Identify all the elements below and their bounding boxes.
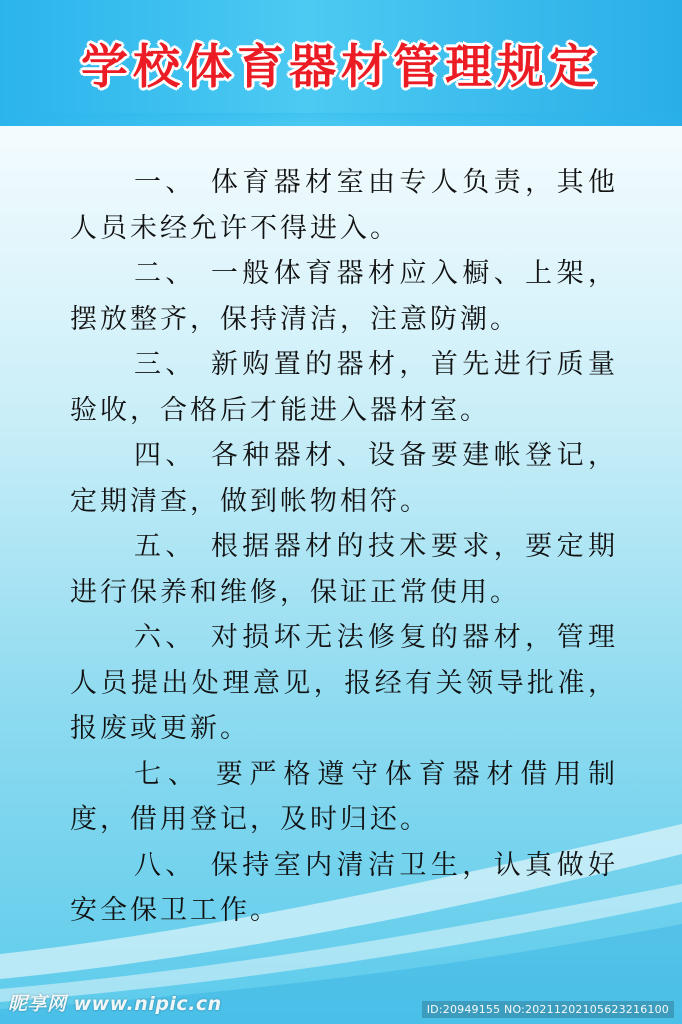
rule-number: 一、 <box>134 167 197 198</box>
rule-item <box>70 843 618 934</box>
rule-text: 保持室内清洁卫生，认真做好安全保卫工作。 <box>70 849 619 926</box>
rule-text: 要严格遵守体育器材借用制度，借用登记，及时归还。 <box>70 758 619 835</box>
rule-number: 二、 <box>134 258 197 289</box>
rule-number: 六、 <box>134 622 197 653</box>
rule-item <box>70 524 618 615</box>
rule-item <box>70 342 618 433</box>
rules-list <box>70 160 618 934</box>
watermark-logo: 昵享网 www.nipic.cn <box>8 993 222 1015</box>
watermark-id: ID:20949155 NO:20211202105623216100 <box>422 1001 674 1018</box>
rule-text: 对损坏无法修复的器材，管理人员提出处理意见，报经有关领导批准，报废或更新。 <box>70 622 619 744</box>
rule-number: 八、 <box>134 849 197 881</box>
rule-item <box>70 160 618 251</box>
rule-number: 四、 <box>134 440 197 471</box>
rule-text: 各种器材、设备要建帐登记，定期清查，做到帐物相符。 <box>70 440 619 517</box>
rule-text: 根据器材的技术要求，要定期进行保养和维修，保证正常使用。 <box>70 531 619 608</box>
rule-number: 五、 <box>134 531 197 562</box>
poster-title: 学校体育器材管理规定 <box>81 40 601 95</box>
rule-item <box>70 615 618 752</box>
rule-text: 一般体育器材应入橱、上架，摆放整齐，保持清洁，注意防潮。 <box>70 258 619 335</box>
rule-text: 新购置的器材，首先进行质量验收，合格后才能进入器材室。 <box>70 349 619 426</box>
rule-number: 七、 <box>134 758 202 790</box>
rule-text: 体育器材室由专人负责，其他人员未经允许不得进入。 <box>70 167 619 244</box>
rule-item <box>70 433 618 524</box>
rule-number: 三、 <box>134 349 197 380</box>
rule-item <box>70 251 618 342</box>
rule-item <box>70 752 618 843</box>
